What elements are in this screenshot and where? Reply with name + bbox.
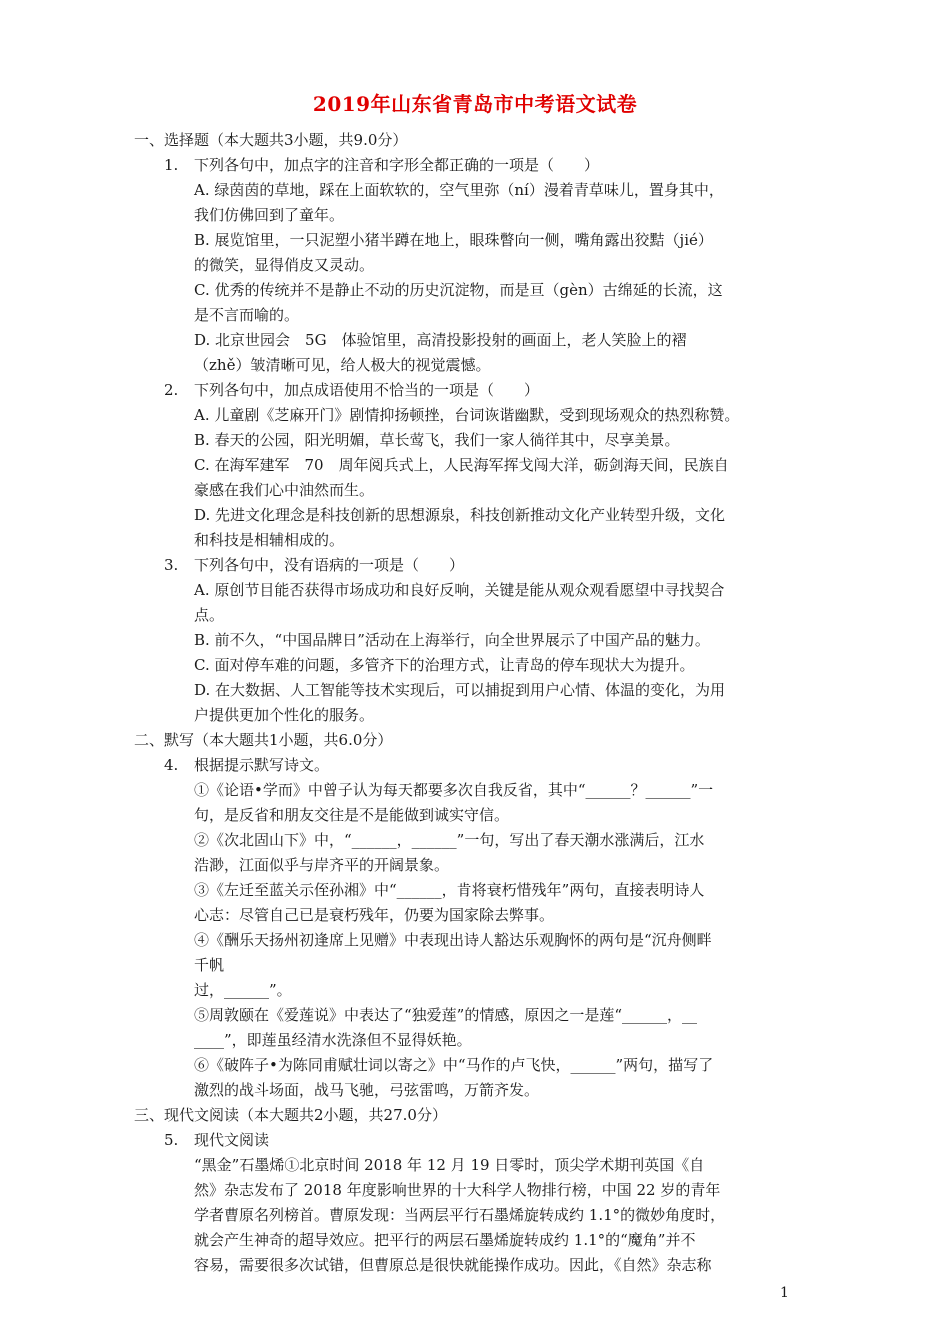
option-b — [164, 628, 804, 653]
question-number: 2. — [164, 381, 179, 399]
option-line: B. 前不久，“中国品牌日”活动在上海举行，向全世界展示了中国产品的魅力。 — [194, 631, 710, 649]
passage-line: “黑金”石墨烯①北京时间 2018 年 12 月 19 日零时，顶尖学术期刊英国《自 — [194, 1156, 705, 1174]
question-stem: 下列各句中，加点成语使用不恰当的一项是（ ） — [194, 381, 540, 399]
option-b — [164, 228, 804, 278]
item-line: 句，是反省和朋友交往是不是能做到诚实守信。 — [194, 806, 510, 824]
dictation-item-1 — [164, 778, 804, 828]
option-line: D. 在大数据、人工智能等技术实现后，可以捕捉到用户心情、体温的变化，为用 — [194, 681, 726, 699]
item-line: ____”，即莲虽经清水洗涤但不显得妖艳。 — [194, 1031, 472, 1049]
item-line: ④《酬乐天扬州初逢席上见赠》中表现出诗人豁达乐观胸怀的两句是“沉舟侧畔 — [194, 931, 712, 949]
question-stem: 根据提示默写诗文。 — [194, 756, 330, 774]
option-d — [164, 503, 804, 553]
option-line: D. 北京世园会 5G 体验馆里，高清投影投射的画面上，老人笑脸上的褶 — [194, 331, 687, 349]
question-1 — [164, 153, 804, 178]
option-line: C. 优秀的传统并不是静止不动的历史沉淀物，而是亘（gèn）古绵延的长流，这 — [194, 281, 723, 299]
item-line: 千帆 — [194, 956, 225, 974]
option-line: A. 原创节目能否获得市场成功和良好反响，关键是能从观众观看愿望中寻找契合 — [194, 581, 725, 599]
item-line: 浩渺，江面似乎与岸齐平的开阔景象。 — [194, 856, 450, 874]
page-number: 1 — [780, 1285, 789, 1301]
option-line: 点。 — [194, 606, 225, 624]
item-line: ⑤周敦颐在《爱莲说》中表达了“独爱莲”的情感，原因之一是莲“______，__ — [194, 1006, 698, 1024]
option-line: A. 儿童剧《芝麻开门》剧情抑扬顿挫，台词诙谐幽默，受到现场观众的热烈称赞。 — [194, 406, 740, 424]
option-c — [164, 453, 804, 503]
section-heading-choice: 一、选择题（本大题共3小题，共9.0分） — [134, 131, 408, 149]
section-heading-dictation: 二、默写（本大题共1小题，共6.0分） — [134, 731, 393, 749]
passage-line: 容易，需要很多次试错，但曹原总是很快就能操作成功。因此，《自然》杂志称 — [194, 1256, 712, 1274]
item-line: ③《左迁至蓝关示侄孙湘》中“______，肯将衰朽惜残年”两句，直接表明诗人 — [194, 881, 705, 899]
option-line: B. 春天的公园，阳光明媚，草长莺飞，我们一家人徜徉其中，尽享美景。 — [194, 431, 680, 449]
item-line: 过，______”。 — [194, 981, 292, 999]
option-b — [164, 428, 804, 453]
question-stem: 现代文阅读 — [194, 1131, 270, 1149]
passage-line: 学者曹原名列榜首。曹原发现：当两层平行石墨烯旋转成约 1.1°的微妙角度时， — [194, 1206, 726, 1224]
question-stem: 下列各句中，没有语病的一项是（ ） — [194, 556, 465, 574]
option-line: 户提供更加个性化的服务。 — [194, 706, 375, 724]
option-line: 的微笑，显得俏皮又灵动。 — [194, 256, 375, 274]
dictation-item-6 — [164, 1053, 804, 1103]
item-line: 激烈的战斗场面，战马飞驰，弓弦雷鸣，万箭齐发。 — [194, 1081, 540, 1099]
passage-line: 就会产生神奇的超导效应。把平行的两层石墨烯旋转成约 1.1°的“魔角”并不 — [194, 1231, 696, 1249]
question-5 — [164, 1128, 804, 1153]
option-c — [164, 278, 804, 328]
option-line: （zhě）皱清晰可见，给人极大的视觉震憾。 — [194, 356, 491, 374]
question-number: 3. — [164, 556, 179, 574]
item-line: ①《论语•学而》中曾子认为每天都要多次自我反省，其中“______？______”一 — [194, 781, 714, 799]
question-number: 1. — [164, 156, 179, 174]
exam-content — [134, 128, 804, 1278]
option-a — [164, 178, 804, 228]
option-d — [164, 678, 804, 728]
option-line: 和科技是相辅相成的。 — [194, 531, 345, 549]
option-line: C. 面对停车难的问题，多管齐下的治理方式，让青岛的停车现状大为提升。 — [194, 656, 695, 674]
item-line: ②《次北固山下》中，“______，______”一句，写出了春天潮水涨满后，江水 — [194, 831, 705, 849]
item-line: 心志：尽管自己已是衰朽残年，仍要为国家除去弊事。 — [194, 906, 555, 924]
question-number: 5. — [164, 1131, 179, 1149]
option-a — [164, 578, 804, 628]
option-line: A. 绿茵茵的草地，踩在上面软软的，空气里弥（ní）漫着青草味儿，置身其中， — [194, 181, 724, 199]
dictation-item-3 — [164, 878, 804, 928]
question-number: 4. — [164, 756, 179, 774]
dictation-item-5 — [164, 1003, 804, 1053]
question-stem: 下列各句中，加点字的注音和字形全都正确的一项是（ ） — [194, 156, 600, 174]
passage-line: 然》杂志发布了 2018 年度影响世界的十大科学人物排行榜，中国 22 岁的青年 — [194, 1181, 721, 1199]
option-line: 豪感在我们心中油然而生。 — [194, 481, 375, 499]
option-line: C. 在海军建军 70 周年阅兵式上，人民海军挥戈闯大洋，砺剑海天间，民族自 — [194, 456, 729, 474]
option-d — [164, 328, 804, 378]
option-c — [164, 653, 804, 678]
question-2 — [164, 378, 804, 403]
option-line: B. 展览馆里，一只泥塑小猪半蹲在地上，眼珠瞥向一侧，嘴角露出狡黠（jié） — [194, 231, 713, 249]
item-line: ⑥《破阵子•为陈同甫赋壮词以寄之》中“马作的卢飞快，______”两句，描写了 — [194, 1056, 714, 1074]
question-3 — [164, 553, 804, 578]
reading-passage — [164, 1153, 804, 1278]
option-line: 我们仿佛回到了童年。 — [194, 206, 345, 224]
dictation-item-2 — [164, 828, 804, 878]
option-a — [164, 403, 804, 428]
question-4 — [164, 753, 804, 778]
page-title: 2019年山东省青岛市中考语文试卷 — [312, 92, 638, 116]
option-line: D. 先进文化理念是科技创新的思想源泉，科技创新推动文化产业转型升级，文化 — [194, 506, 726, 524]
dictation-item-4 — [164, 928, 804, 1003]
section-heading-reading: 三、现代文阅读（本大题共2小题，共27.0分） — [134, 1106, 447, 1124]
option-line: 是不言而喻的。 — [194, 306, 300, 324]
